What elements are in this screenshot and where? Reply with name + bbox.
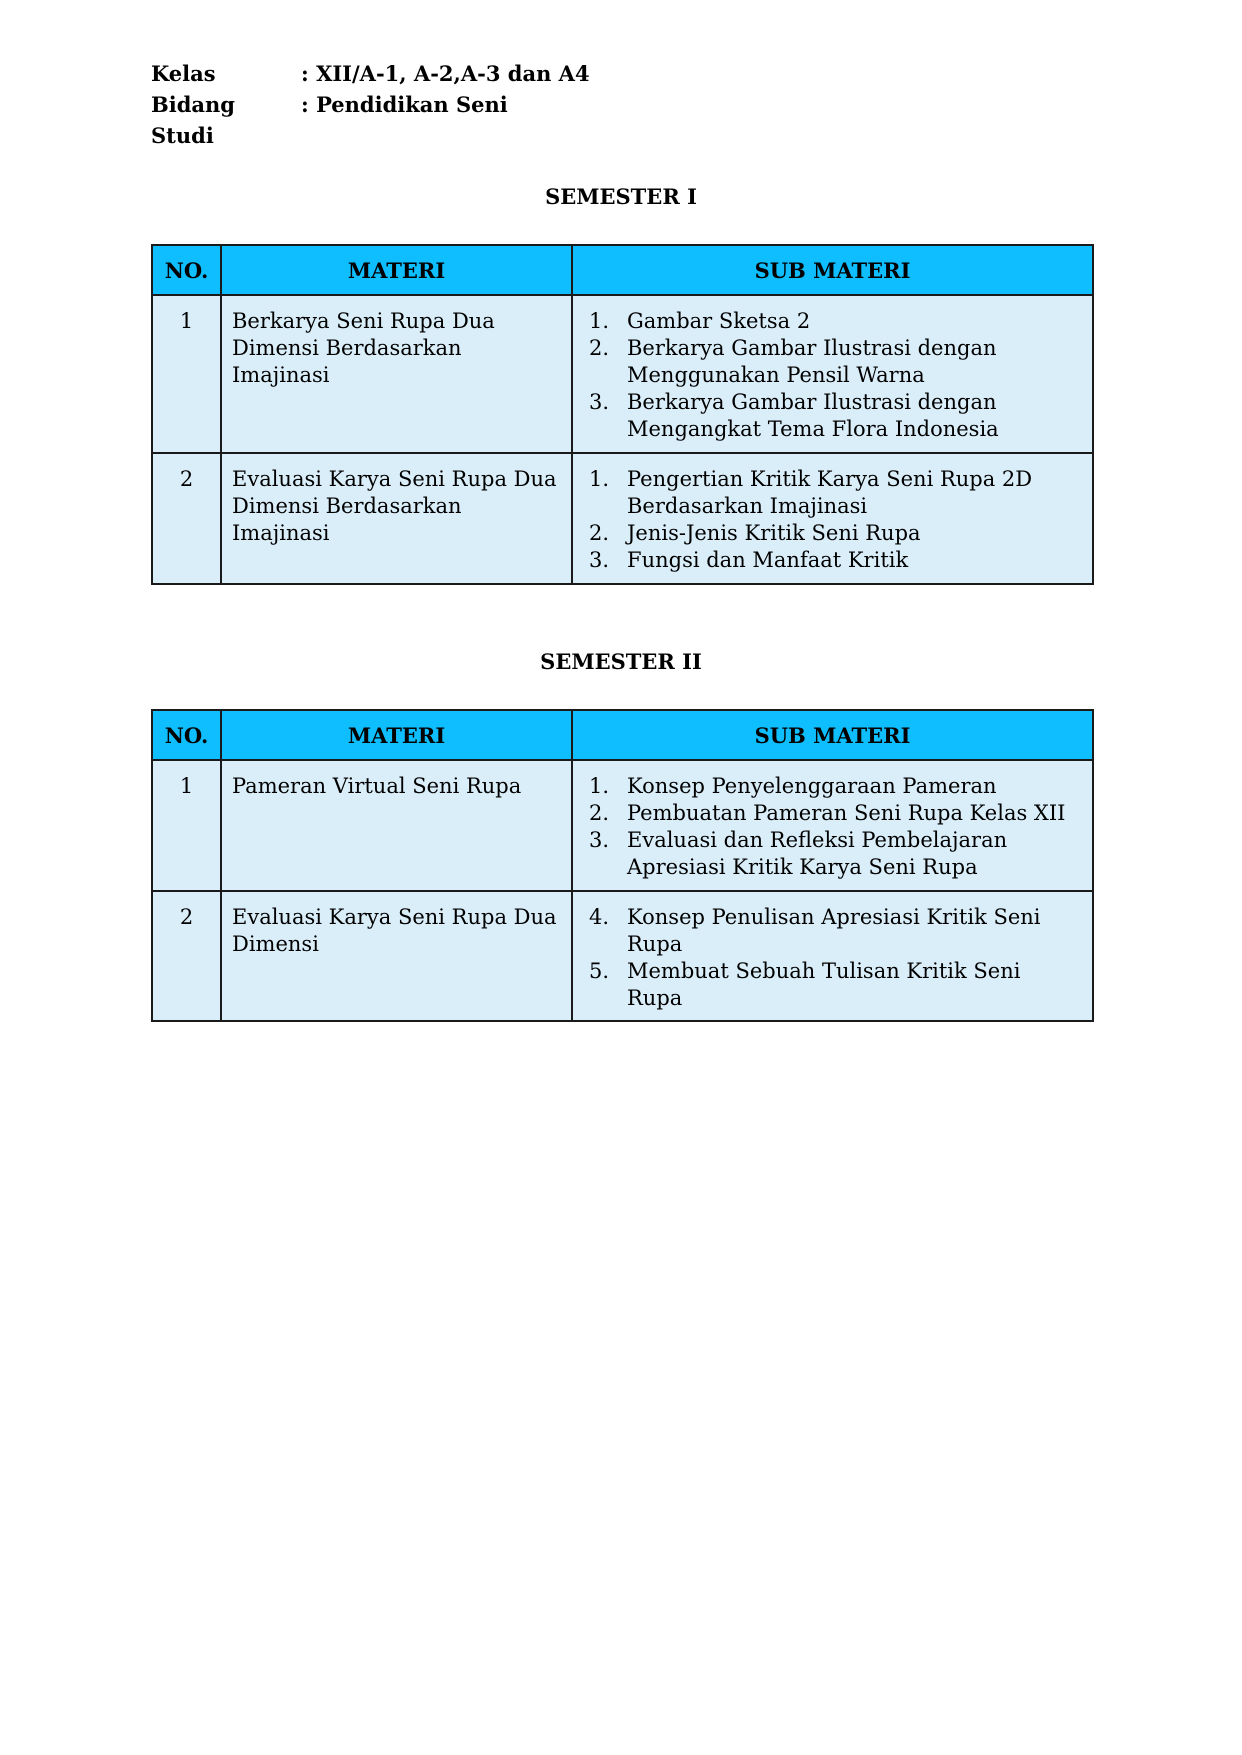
- column-header-sub-materi: SUB MATERI: [572, 245, 1093, 295]
- list-text: Fungsi dan Manfaat Kritik: [627, 548, 909, 572]
- column-header-sub-materi: SUB MATERI: [572, 710, 1093, 760]
- row-number: 2: [152, 891, 221, 1021]
- row-number: 1: [152, 295, 221, 453]
- row-number: 1: [152, 760, 221, 891]
- list-text: Membuat Sebuah Tulisan Kritik Seni Rupa: [627, 959, 1021, 1010]
- list-text: Jenis-Jenis Kritik Seni Rupa: [627, 521, 921, 545]
- sub-materi-cell: [572, 891, 1093, 1021]
- bidang-studi-label: Bidang Studi: [151, 92, 235, 148]
- list-number: 3.: [589, 390, 610, 414]
- table-header-row: [152, 245, 1093, 295]
- kelas-value: : XII/A-1, A-2,A-3 dan A4: [301, 61, 590, 86]
- list-item: [583, 520, 1082, 547]
- column-header-no: NO.: [152, 245, 221, 295]
- list-item: [583, 958, 1082, 1012]
- column-header-materi: MATERI: [221, 710, 572, 760]
- list-number: 2.: [589, 801, 610, 825]
- column-header-materi: MATERI: [221, 245, 572, 295]
- list-number: 1.: [589, 774, 610, 798]
- semester-2-table: [151, 709, 1094, 1022]
- kelas-row: [151, 58, 590, 89]
- kelas-label: Kelas: [151, 61, 216, 86]
- list-number: 3.: [589, 828, 610, 852]
- table-header-row: [152, 710, 1093, 760]
- list-text: Konsep Penulisan Apresiasi Kritik Seni Rupa: [627, 905, 1041, 956]
- sub-materi-cell: [572, 453, 1093, 584]
- row-number: 2: [152, 453, 221, 584]
- list-item: [583, 335, 1082, 389]
- bidang-studi-row: [151, 89, 590, 151]
- semester-1-title: SEMESTER I: [545, 184, 697, 209]
- list-number: 3.: [589, 548, 610, 572]
- list-item: [583, 466, 1082, 520]
- list-text: Pengertian Kritik Karya Seni Rupa 2D Berdasarkan Imajinasi: [627, 467, 1033, 518]
- semester-2-title: SEMESTER II: [540, 649, 702, 674]
- list-item: [583, 547, 1082, 574]
- list-text: Berkarya Gambar Ilustrasi dengan Menggunakan Pensil Warna: [627, 336, 997, 387]
- table-row: [152, 891, 1093, 1021]
- materi-cell: Pameran Virtual Seni Rupa: [221, 760, 572, 891]
- list-item: [583, 389, 1082, 443]
- table-row: [152, 453, 1093, 584]
- list-number: 2.: [589, 521, 610, 545]
- list-item: [583, 308, 1082, 335]
- list-text: Pembuatan Pameran Seni Rupa Kelas XII: [627, 801, 1066, 825]
- list-text: Konsep Penyelenggaraan Pameran: [627, 774, 997, 798]
- list-text: Gambar Sketsa 2: [627, 309, 811, 333]
- table-row: [152, 760, 1093, 891]
- list-text: Evaluasi dan Refleksi Pembelajaran Apresiasi Kritik Karya Seni Rupa: [627, 828, 1008, 879]
- materi-cell: Berkarya Seni Rupa Dua Dimensi Berdasarkan Imajinasi: [221, 295, 572, 453]
- materi-cell: Evaluasi Karya Seni Rupa Dua Dimensi: [221, 891, 572, 1021]
- table-row: [152, 295, 1093, 453]
- list-item: [583, 773, 1082, 800]
- list-number: 4.: [589, 905, 610, 929]
- bidang-studi-value: : Pendidikan Seni: [301, 92, 508, 117]
- list-number: 5.: [589, 959, 610, 983]
- document-header: [151, 58, 590, 151]
- list-number: 1.: [589, 467, 610, 491]
- sub-materi-cell: [572, 760, 1093, 891]
- list-number: 2.: [589, 336, 610, 360]
- semester-1-table: [151, 244, 1094, 585]
- list-item: [583, 904, 1082, 958]
- sub-materi-cell: [572, 295, 1093, 453]
- list-number: 1.: [589, 309, 610, 333]
- list-item: [583, 827, 1082, 881]
- materi-cell: Evaluasi Karya Seni Rupa Dua Dimensi Berdasarkan Imajinasi: [221, 453, 572, 584]
- list-text: Berkarya Gambar Ilustrasi dengan Mengangkat Tema Flora Indonesia: [627, 390, 999, 441]
- column-header-no: NO.: [152, 710, 221, 760]
- list-item: [583, 800, 1082, 827]
